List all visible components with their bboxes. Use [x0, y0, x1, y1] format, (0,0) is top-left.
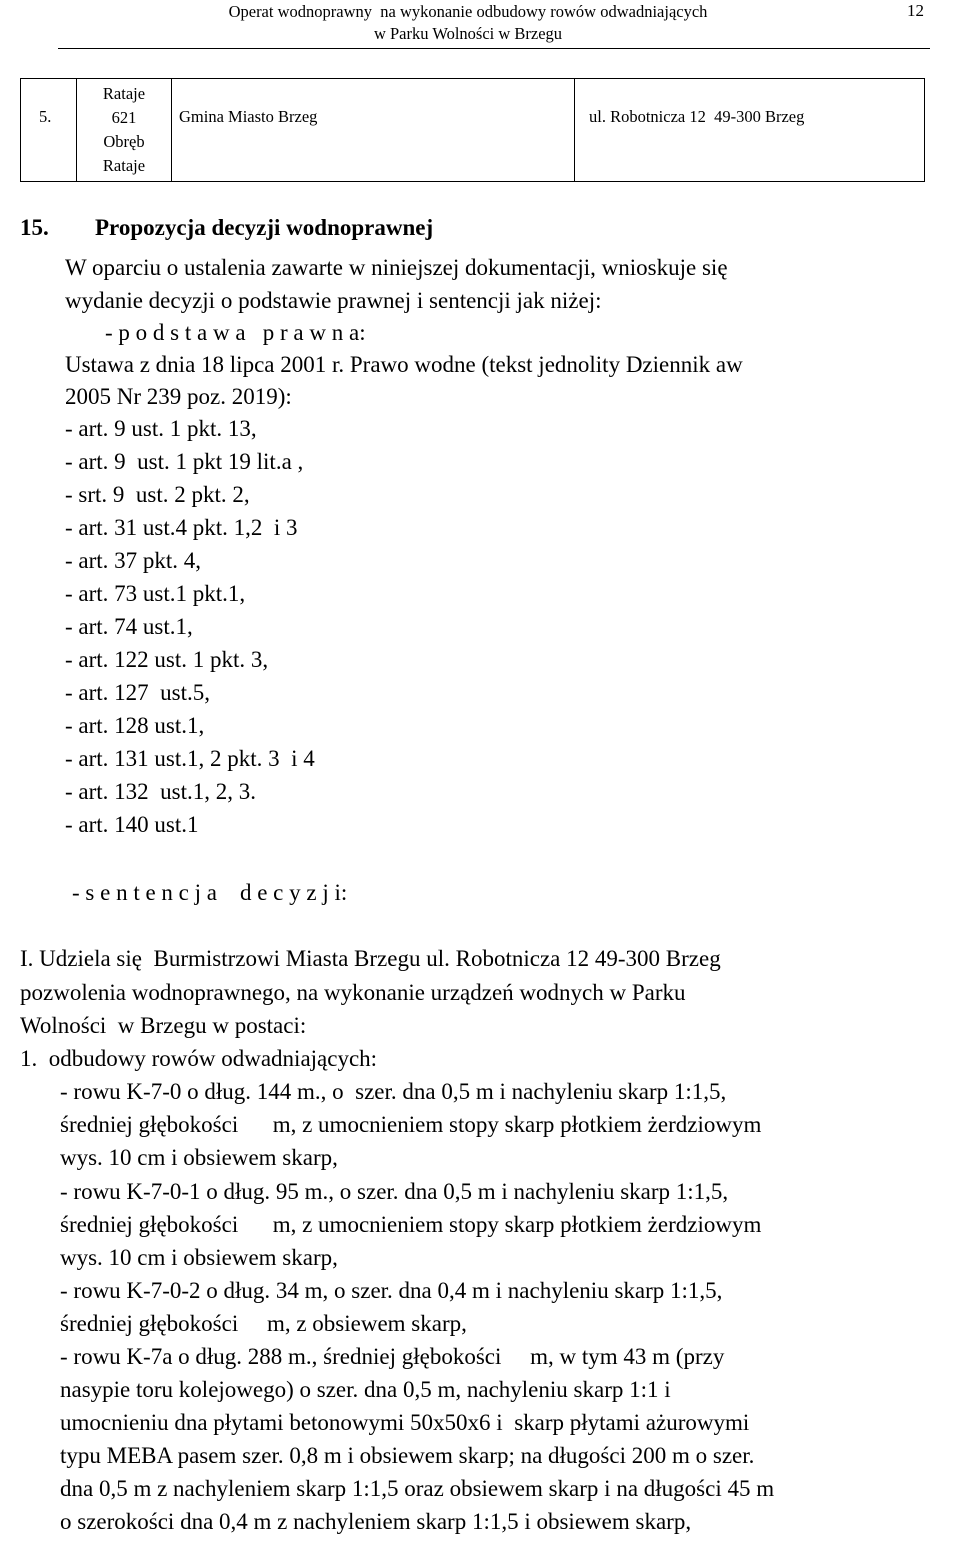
table-column-divider: [574, 79, 575, 181]
document-title-line-2: w Parku Wolności w Brzegu: [373, 24, 563, 43]
article-item: - art. 127 ust.5,: [65, 680, 211, 705]
item-line: wys. 10 cm i obsiewem skarp,: [60, 1245, 338, 1270]
article-item: - art. 31 ust.4 pkt. 1,2 i 3: [65, 515, 298, 540]
article-item: - srt. 9 ust. 2 pkt. 2,: [65, 482, 250, 507]
decision-line: pozwolenia wodnoprawnego, na wykonanie urządzeń wodnych w Parku: [20, 980, 686, 1005]
article-item: - art. 122 ust. 1 pkt. 3,: [65, 647, 269, 672]
article-item: - art. 9 ust. 1 pkt 19 lit.a ,: [65, 449, 304, 474]
law-line: 2005 Nr 239 poz. 2019):: [65, 384, 292, 409]
item-line: wys. 10 cm i obsiewem skarp,: [60, 1145, 338, 1170]
article-item: - art. 128 ust.1,: [65, 713, 205, 738]
item-line: - rowu K-7-0 o dług. 144 m., o szer. dna 0,5 m i nachyleniu skarp 1:1,5,: [60, 1079, 727, 1104]
decision-line: Wolności w Brzegu w postaci:: [20, 1013, 307, 1038]
article-item: - art. 37 pkt. 4,: [65, 548, 202, 573]
owner-address: ul. Robotnicza 12 49-300 Brzeg: [589, 107, 805, 126]
item-line: - rowu K-7a o dług. 288 m., średniej głębokości m, w tym 43 m (przy: [60, 1344, 725, 1369]
document-title: [58, 1, 878, 45]
page-number: 12: [907, 1, 924, 20]
section-title: Propozycja decyzji wodnoprawnej: [95, 215, 434, 240]
item-line: umocnieniu dna płytami betonowymi 50x50x6 i skarp płytami ażurowymi: [60, 1410, 750, 1435]
parcel-cell: [91, 82, 157, 178]
item-line: - rowu K-7-0-1 o dług. 95 m., o szer. dna 0,5 m i nachyleniu skarp 1:1,5,: [60, 1179, 729, 1204]
row-number: 5.: [39, 107, 52, 126]
parcel-line: Obręb: [103, 132, 145, 151]
parcel-line: 621: [111, 108, 137, 127]
page-header: [58, 0, 930, 49]
table-column-divider: [171, 79, 172, 181]
article-item: - art. 9 ust. 1 pkt. 13,: [65, 416, 257, 441]
parcel-line: Rataje: [102, 156, 146, 175]
item-line: dna 0,5 m z nachyleniem skarp 1:1,5 oraz obsiewem skarp i na długości 45 m: [60, 1476, 775, 1501]
item-line: typu MEBA pasem szer. 0,8 m i obsiewem skarp; na długości 200 m o szer.: [60, 1443, 755, 1468]
article-item: - art. 132 ust.1, 2, 3.: [65, 779, 257, 804]
item-line: średniej głębokości m, z umocnieniem stopy skarp płotkiem żerdziowym: [60, 1212, 762, 1237]
item-line: nasypie toru kolejowego) o szer. dna 0,5 m, nachyleniu skarp 1:1 i: [60, 1377, 671, 1402]
sentence-heading: - s e n t e n c j a d e c y z j i:: [72, 880, 348, 905]
item-line: o szerokości dna 0,4 m z nachyleniem skarp 1:1,5 i obsiewem skarp,: [60, 1509, 692, 1534]
law-line: Ustawa z dnia 18 lipca 2001 r. Prawo wodne (tekst jednolity Dziennik aw: [65, 352, 743, 377]
table-column-divider: [76, 79, 77, 181]
section-number: 15.: [20, 215, 49, 240]
document-title-line-1: Operat wodnoprawny na wykonanie odbudowy rowów odwadniających: [228, 2, 708, 21]
owner-name: Gmina Miasto Brzeg: [179, 107, 318, 126]
item-label: 1. odbudowy rowów odwadniających:: [20, 1046, 378, 1071]
intro-line: wydanie decyzji o podstawie prawnej i sentencji jak niżej:: [65, 288, 602, 313]
legal-basis-heading: - p o d s t a w a p r a w n a:: [105, 320, 366, 345]
decision-line: I. Udziela się Burmistrzowi Miasta Brzegu ul. Robotnicza 12 49-300 Brzeg: [20, 946, 721, 971]
parcel-line: Rataje: [102, 84, 146, 103]
article-item: - art. 140 ust.1: [65, 812, 199, 837]
article-item: - art. 73 ust.1 pkt.1,: [65, 581, 246, 606]
article-item: - art. 131 ust.1, 2 pkt. 3 i 4: [65, 746, 315, 771]
item-line: średniej głębokości m, z obsiewem skarp,: [60, 1311, 467, 1336]
intro-line: W oparciu o ustalenia zawarte w niniejszej dokumentacji, wnioskuje się: [65, 255, 728, 280]
article-item: - art. 74 ust.1,: [65, 614, 193, 639]
owner-table: [20, 78, 925, 182]
item-line: - rowu K-7-0-2 o dług. 34 m, o szer. dna 0,4 m i nachyleniu skarp 1:1,5,: [60, 1278, 723, 1303]
item-line: średniej głębokości m, z umocnieniem stopy skarp płotkiem żerdziowym: [60, 1112, 762, 1137]
